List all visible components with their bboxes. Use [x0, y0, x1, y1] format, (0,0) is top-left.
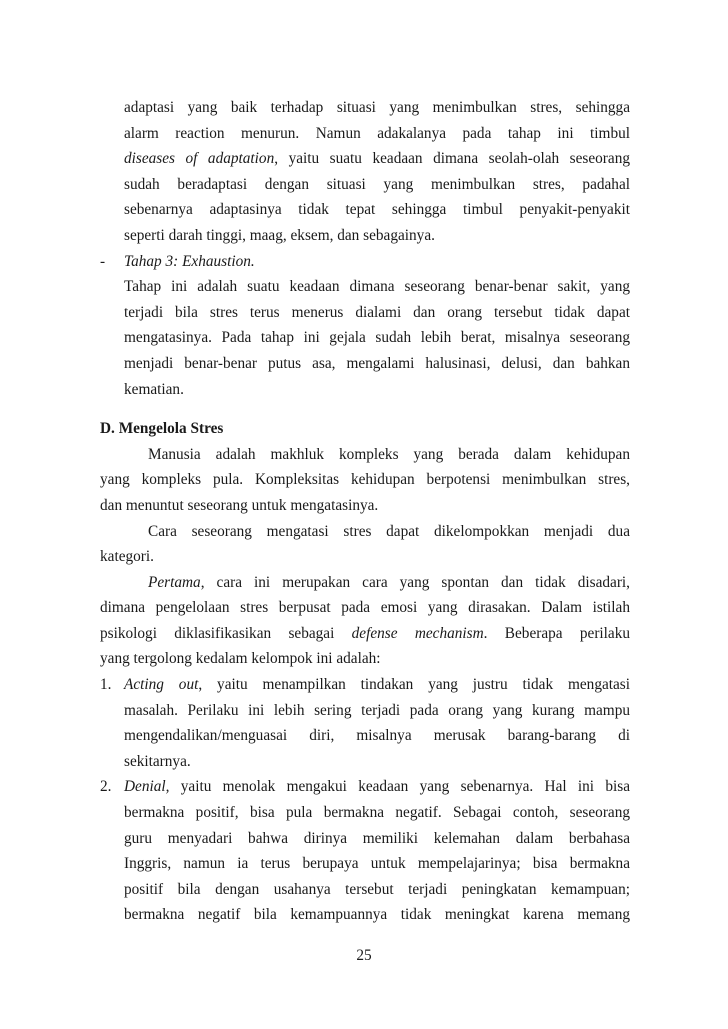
text-line: terjadi bila stres terus menerus dialami dan orang tersebut tidak dapat: [124, 303, 630, 321]
text-span: , yaitu suatu keadaan dimana seolah-olah seseorang: [274, 150, 630, 168]
text-line: mengatasinya. Pada tahap ini gejala sudah lebih berat, misalnya seseorang: [124, 329, 630, 347]
text-span: , cara ini merupakan cara yang spontan dan tidak disadari,: [200, 573, 630, 591]
text-line: [124, 672, 630, 698]
list-item: [100, 672, 630, 774]
text-line: guru menyadari bahwa dirinya memiliki kelemahan dalam berbahasa: [124, 829, 630, 847]
text-line: alarm reaction menurun. Namun adakalanya pada tahap ini timbul: [124, 124, 630, 142]
italic-title: Tahap 3: Exhaustion.: [124, 252, 255, 270]
text-line: masalah. Perilaku ini lebih sering terjadi pada orang yang kurang mampu: [124, 701, 630, 719]
text-line: Cara seseorang mengatasi stres dapat dikelompokkan menjadi dua: [148, 522, 630, 540]
text-line: menjadi benar-benar putus asa, mengalami halusinasi, delusi, dan bahkan: [124, 354, 630, 372]
text-line: seperti darah tinggi, maag, eksem, dan sebagainya.: [124, 226, 435, 244]
paragraph: [100, 519, 630, 570]
text-line: sebenarnya adaptasinya tidak tepat sehingga timbul penyakit-penyakit: [124, 201, 630, 219]
stage-3-item: [100, 249, 630, 403]
text-line: dimana pengelolaan stres berpusat pada emosi yang dirasakan. Dalam istilah: [100, 599, 630, 617]
text-span: . Beberapa perilaku: [483, 624, 630, 642]
text-line: sekitarnya.: [124, 752, 191, 770]
text-line: Inggris, namun ia terus berupaya untuk mempelajarinya; bisa bermakna: [124, 855, 630, 873]
stage-title: [124, 249, 630, 275]
section-heading: D. Mengelola Stres: [100, 420, 224, 438]
text-span: , yaitu menampilkan tindakan yang justru tidak mengatasi: [198, 676, 630, 694]
text-line: [124, 146, 630, 172]
text-line: adaptasi yang baik terhadap situasi yang menimbulkan stres, sehingga: [124, 99, 630, 116]
text-line: mengendalikan/menguasai diri, misalnya merusak barang-barang di: [124, 727, 630, 745]
text-line: bermakna negatif bila kemampuannya tidak meningkat karena memang: [124, 906, 630, 924]
list-number: 1.: [100, 676, 112, 694]
text-line: [100, 570, 630, 596]
text-line: [124, 774, 630, 800]
page-number: 25: [356, 947, 372, 964]
continued-paragraph: [100, 95, 630, 249]
text-line: bermakna positif, bisa pula bermakna negatif. Sebagai contoh, seseorang: [124, 804, 630, 822]
text-line: kategori.: [100, 548, 154, 566]
text-line: Tahap ini adalah suatu keadaan dimana seseorang benar-benar sakit, yang: [124, 278, 630, 296]
text-span: psikologi diklasifikasikan sebagai: [100, 624, 352, 642]
bullet-dash: -: [100, 252, 106, 270]
list-number: 2.: [100, 778, 112, 796]
paragraph: [100, 570, 630, 672]
text-line: dan menuntut seseorang untuk mengatasinya.: [100, 496, 379, 514]
text-line: kematian.: [124, 380, 184, 398]
text-line: Manusia adalah makhluk kompleks yang berada dalam kehidupan: [148, 445, 630, 463]
text-line: positif bila dengan usahanya tersebut terjadi peningkatan kemampuan;: [124, 880, 630, 898]
document-page: [100, 95, 630, 928]
italic-term: Pertama: [148, 573, 201, 591]
italic-term: Acting out: [124, 676, 199, 694]
italic-term: Denial,: [124, 778, 170, 796]
text-line: yang kompleks pula. Kompleksitas kehidupan berpotensi menimbulkan stres,: [100, 471, 630, 489]
paragraph: [100, 442, 630, 519]
italic-term: defense mechanism: [351, 624, 484, 642]
italic-term: diseases of adaptation: [124, 150, 275, 168]
text-span: yaitu menolak mengakui keadaan yang sebenarnya. Hal ini bisa: [169, 778, 630, 796]
text-line: [100, 621, 630, 647]
text-line: sudah beradaptasi dengan situasi yang menimbulkan stres, padahal: [124, 175, 630, 193]
text-line: yang tergolong kedalam kelompok ini adalah:: [100, 650, 381, 668]
list-item: [100, 774, 630, 928]
